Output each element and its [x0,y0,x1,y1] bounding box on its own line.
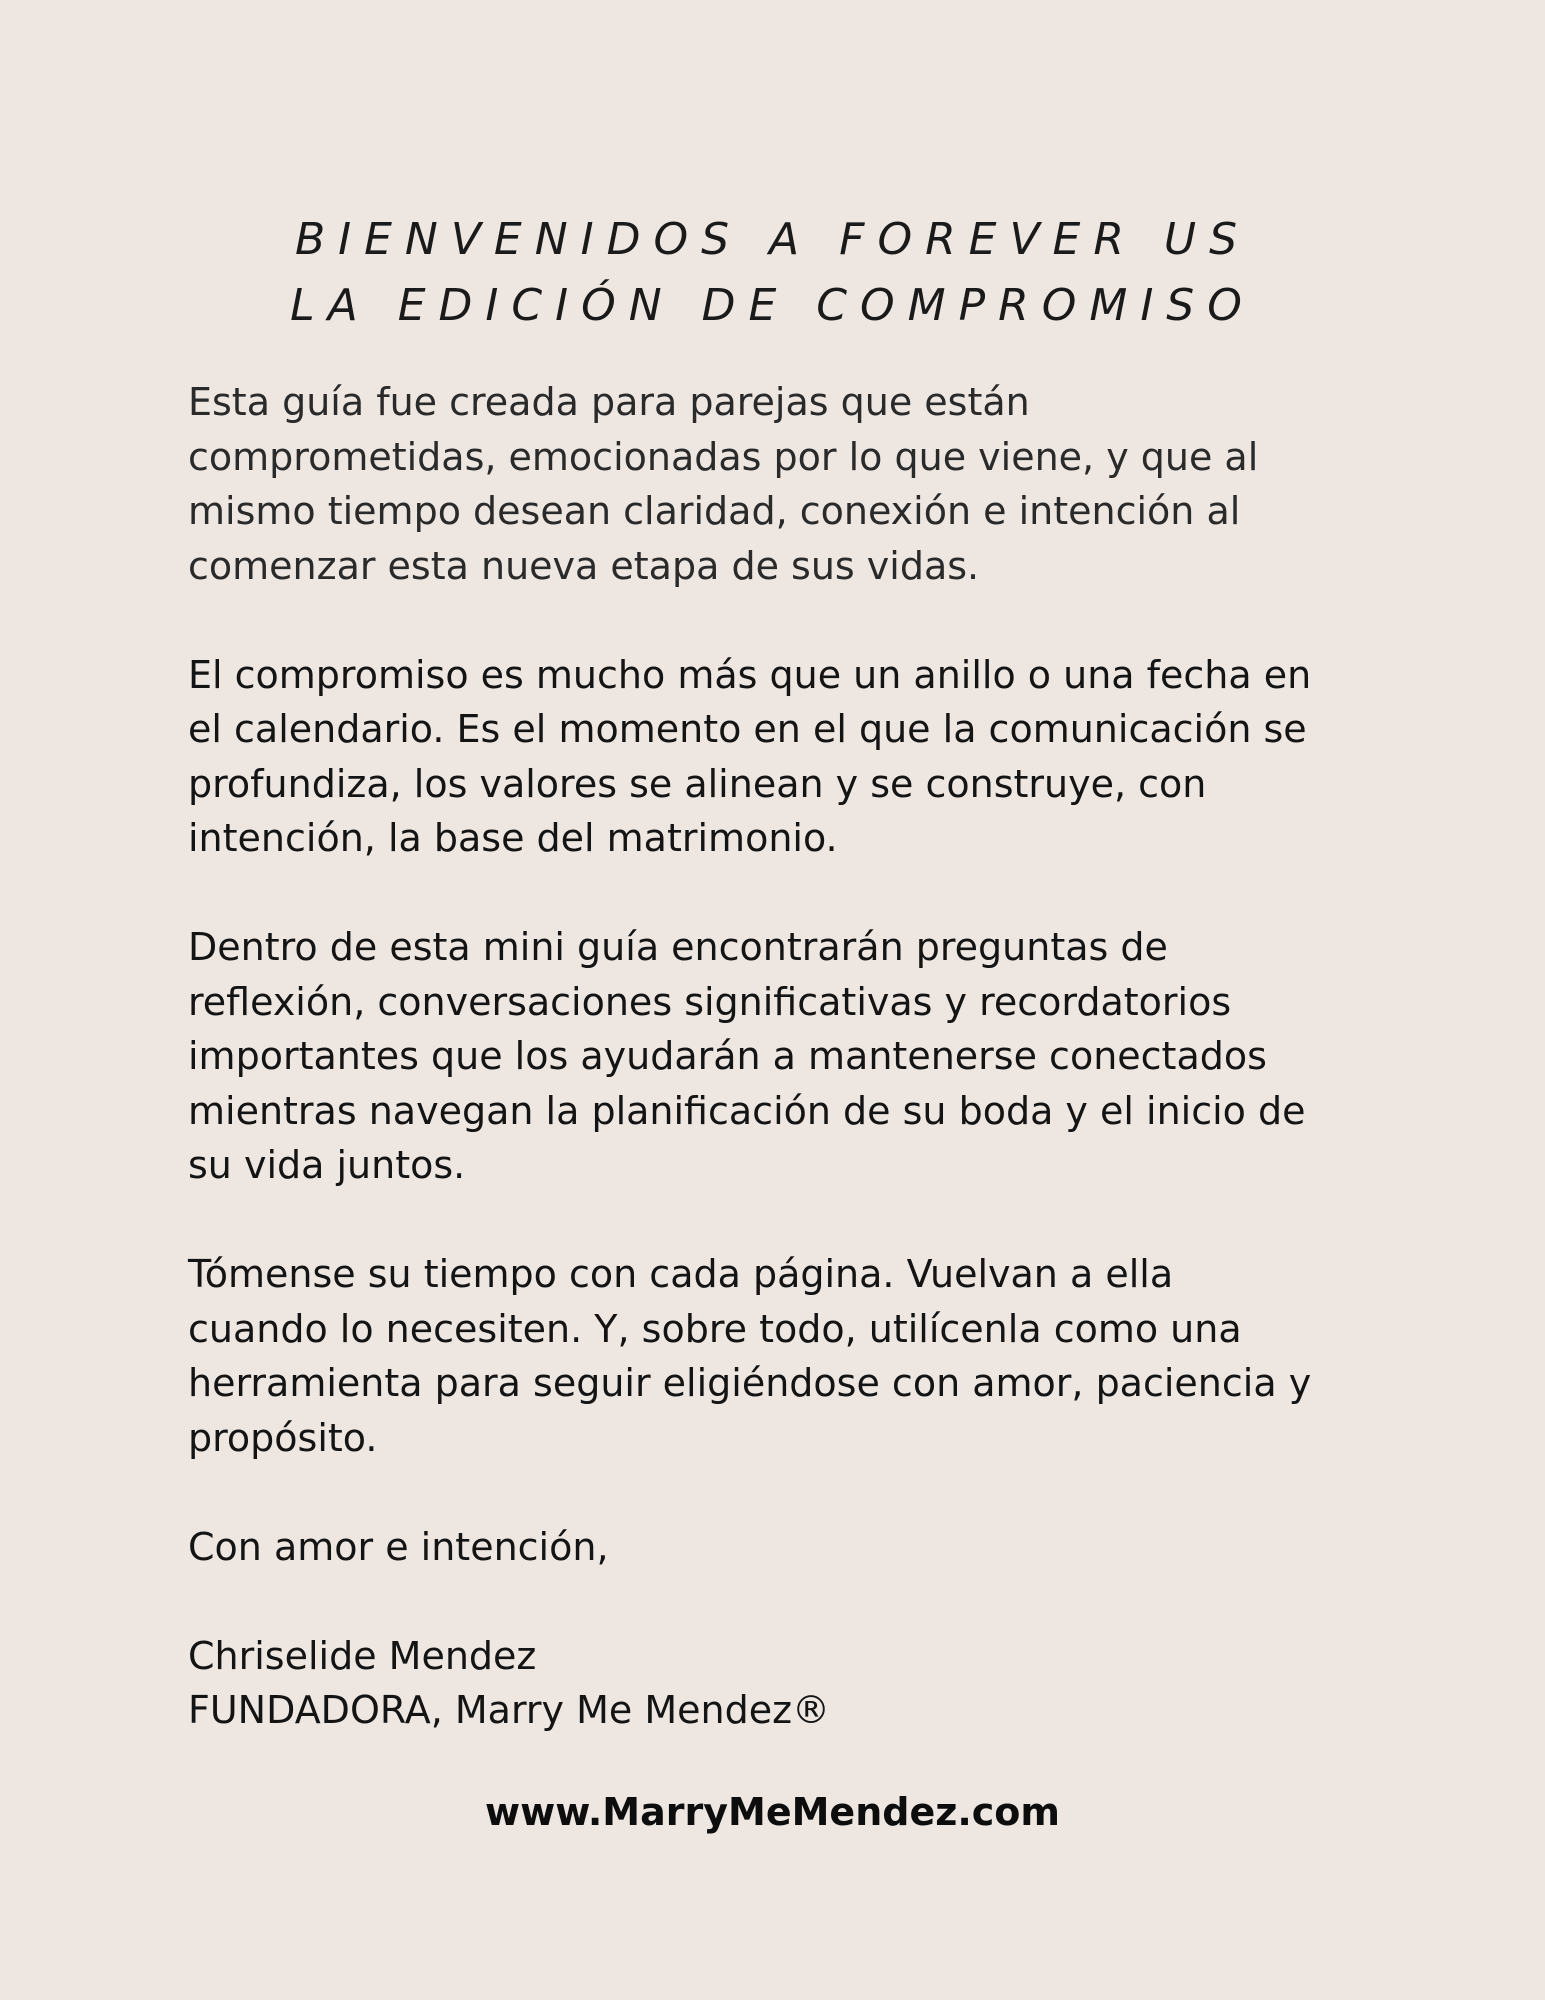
title-line-1: BIENVENIDOS A FOREVER US [294,214,1251,265]
page-title [0,207,1545,339]
intro-paragraph: Esta guía fue creada para parejas que están comprometidas, emocionadas por lo que viene, y que al mismo tiempo desean claridad, conexión e intención al comenzar esta nueva etapa de sus vidas. [188,380,1259,588]
letter-body [188,375,1388,1738]
signature-name: Chriselide Mendez [188,1633,537,1678]
signature-title: FUNDADORA, Marry Me Mendez® [188,1688,831,1732]
title-line-2: LA EDICIÓN DE COMPROMISO [290,280,1255,331]
usage-paragraph: Tómense su tiempo con cada página. Vuelvan a ella cuando lo necesiten. Y, sobre todo, utilícenla como una herramienta para seguir eligiéndose con amor, paciencia y propósito. [188,1252,1312,1460]
website-link[interactable]: www.MarryMeMendez.com [484,1790,1060,1834]
closing-line: Con amor e intención, [188,1524,609,1569]
guide-contents-paragraph: Dentro de esta mini guía encontrarán preguntas de reflexión, conversaciones significativas y recordatorios importantes que los ayudarán a mantenerse conectados mientras navegan la planificación de su boda y el inicio de su vida juntos. [188,925,1306,1187]
engagement-paragraph: El compromiso es mucho más que un anillo o una fecha en el calendario. Es el momento en el que la comunicación se profundiza, los valores se alinean y se construye, con intención, la base del matrimonio. [188,652,1312,860]
